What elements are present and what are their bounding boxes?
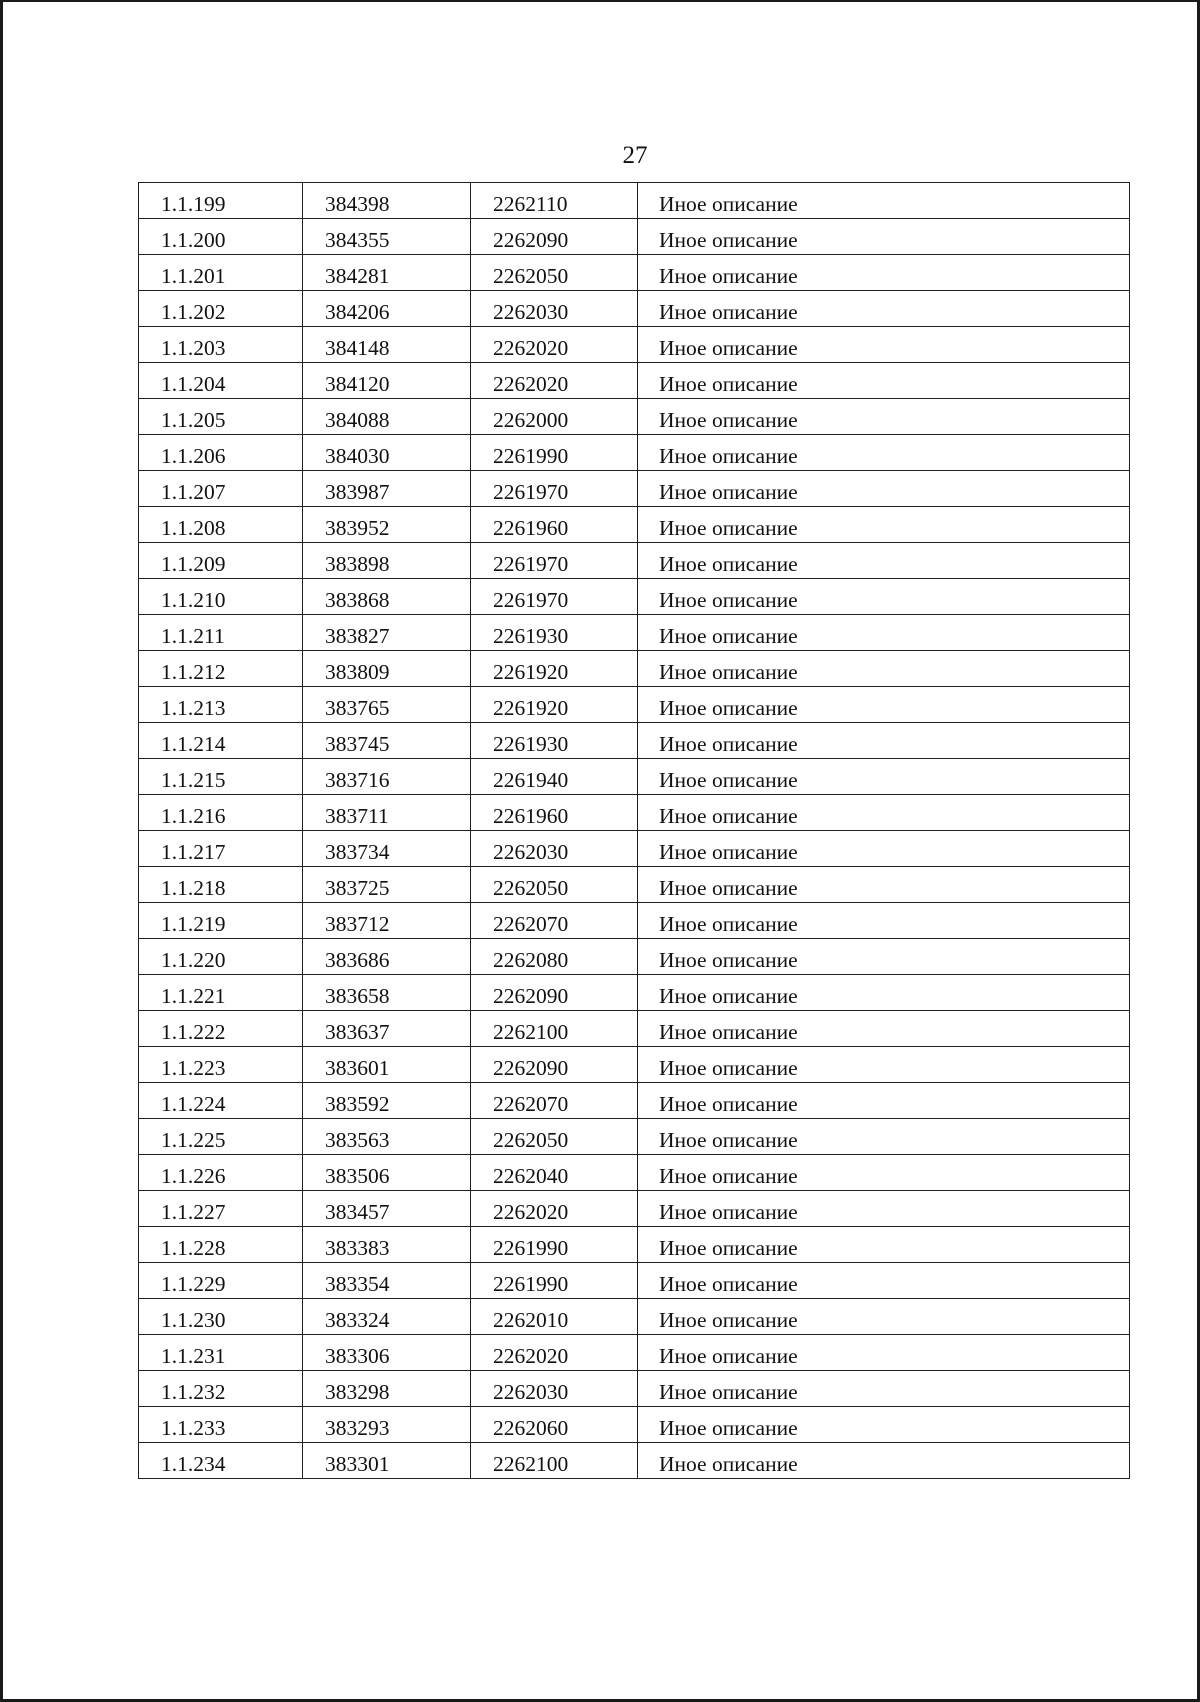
x-coordinate-cell: 383563 <box>303 1119 471 1155</box>
y-coordinate-cell: 2262050 <box>471 255 638 291</box>
x-coordinate-cell: 383298 <box>303 1371 471 1407</box>
table-row <box>139 435 1130 471</box>
y-coordinate-cell: 2262110 <box>471 183 638 219</box>
point-number-cell: 1.1.223 <box>139 1047 303 1083</box>
point-number-cell: 1.1.204 <box>139 363 303 399</box>
x-coordinate-cell: 384398 <box>303 183 471 219</box>
point-number-cell: 1.1.222 <box>139 1011 303 1047</box>
description-cell: Иное описание <box>638 723 1130 759</box>
table-row <box>139 651 1130 687</box>
x-coordinate-cell: 383868 <box>303 579 471 615</box>
description-cell: Иное описание <box>638 687 1130 723</box>
table-row <box>139 327 1130 363</box>
point-number-cell: 1.1.233 <box>139 1407 303 1443</box>
x-coordinate-cell: 383601 <box>303 1047 471 1083</box>
point-number-cell: 1.1.211 <box>139 615 303 651</box>
table-row <box>139 723 1130 759</box>
page-number: 27 <box>622 142 648 169</box>
x-coordinate-cell: 384206 <box>303 291 471 327</box>
y-coordinate-cell: 2261970 <box>471 579 638 615</box>
x-coordinate-cell: 383712 <box>303 903 471 939</box>
x-coordinate-cell: 383457 <box>303 1191 471 1227</box>
description-cell: Иное описание <box>638 255 1130 291</box>
x-coordinate-cell: 383658 <box>303 975 471 1011</box>
point-number-cell: 1.1.228 <box>139 1227 303 1263</box>
y-coordinate-cell: 2261960 <box>471 795 638 831</box>
y-coordinate-cell: 2262020 <box>471 363 638 399</box>
x-coordinate-cell: 383827 <box>303 615 471 651</box>
point-number-cell: 1.1.227 <box>139 1191 303 1227</box>
table-row <box>139 1263 1130 1299</box>
point-number-cell: 1.1.230 <box>139 1299 303 1335</box>
y-coordinate-cell: 2261990 <box>471 1263 638 1299</box>
y-coordinate-cell: 2261990 <box>471 1227 638 1263</box>
y-coordinate-cell: 2262000 <box>471 399 638 435</box>
point-number-cell: 1.1.207 <box>139 471 303 507</box>
table-row <box>139 507 1130 543</box>
y-coordinate-cell: 2262030 <box>471 831 638 867</box>
description-cell: Иное описание <box>638 327 1130 363</box>
description-cell: Иное описание <box>638 183 1130 219</box>
y-coordinate-cell: 2262020 <box>471 327 638 363</box>
description-cell: Иное описание <box>638 1443 1130 1479</box>
point-number-cell: 1.1.215 <box>139 759 303 795</box>
x-coordinate-cell: 383809 <box>303 651 471 687</box>
y-coordinate-cell: 2261920 <box>471 651 638 687</box>
point-number-cell: 1.1.221 <box>139 975 303 1011</box>
x-coordinate-cell: 383301 <box>303 1443 471 1479</box>
table-row <box>139 1227 1130 1263</box>
point-number-cell: 1.1.205 <box>139 399 303 435</box>
x-coordinate-cell: 383354 <box>303 1263 471 1299</box>
description-cell: Иное описание <box>638 1155 1130 1191</box>
point-number-cell: 1.1.210 <box>139 579 303 615</box>
table-row <box>139 687 1130 723</box>
x-coordinate-cell: 383637 <box>303 1011 471 1047</box>
y-coordinate-cell: 2261930 <box>471 723 638 759</box>
table-row <box>139 975 1130 1011</box>
y-coordinate-cell: 2262090 <box>471 1047 638 1083</box>
point-number-cell: 1.1.202 <box>139 291 303 327</box>
y-coordinate-cell: 2261920 <box>471 687 638 723</box>
description-cell: Иное описание <box>638 507 1130 543</box>
point-number-cell: 1.1.203 <box>139 327 303 363</box>
description-cell: Иное описание <box>638 1047 1130 1083</box>
description-cell: Иное описание <box>638 1119 1130 1155</box>
description-cell: Иное описание <box>638 543 1130 579</box>
point-number-cell: 1.1.231 <box>139 1335 303 1371</box>
table-row <box>139 1155 1130 1191</box>
point-number-cell: 1.1.216 <box>139 795 303 831</box>
y-coordinate-cell: 2262100 <box>471 1011 638 1047</box>
table-row <box>139 363 1130 399</box>
table-row <box>139 1119 1130 1155</box>
x-coordinate-cell: 384355 <box>303 219 471 255</box>
point-number-cell: 1.1.220 <box>139 939 303 975</box>
description-cell: Иное описание <box>638 219 1130 255</box>
description-cell: Иное описание <box>638 1263 1130 1299</box>
table-row <box>139 1011 1130 1047</box>
x-coordinate-cell: 383987 <box>303 471 471 507</box>
table-row <box>139 183 1130 219</box>
table-row <box>139 759 1130 795</box>
y-coordinate-cell: 2262070 <box>471 903 638 939</box>
point-number-cell: 1.1.217 <box>139 831 303 867</box>
x-coordinate-cell: 383324 <box>303 1299 471 1335</box>
x-coordinate-cell: 383592 <box>303 1083 471 1119</box>
x-coordinate-cell: 383383 <box>303 1227 471 1263</box>
y-coordinate-cell: 2262090 <box>471 219 638 255</box>
y-coordinate-cell: 2262070 <box>471 1083 638 1119</box>
coordinates-table-body <box>139 183 1130 1479</box>
x-coordinate-cell: 383952 <box>303 507 471 543</box>
description-cell: Иное описание <box>638 1407 1130 1443</box>
y-coordinate-cell: 2261970 <box>471 543 638 579</box>
table-row <box>139 615 1130 651</box>
x-coordinate-cell: 383506 <box>303 1155 471 1191</box>
point-number-cell: 1.1.214 <box>139 723 303 759</box>
point-number-cell: 1.1.218 <box>139 867 303 903</box>
description-cell: Иное описание <box>638 435 1130 471</box>
x-coordinate-cell: 383898 <box>303 543 471 579</box>
x-coordinate-cell: 384148 <box>303 327 471 363</box>
y-coordinate-cell: 2262020 <box>471 1191 638 1227</box>
table-row <box>139 831 1130 867</box>
point-number-cell: 1.1.209 <box>139 543 303 579</box>
description-cell: Иное описание <box>638 939 1130 975</box>
point-number-cell: 1.1.201 <box>139 255 303 291</box>
point-number-cell: 1.1.225 <box>139 1119 303 1155</box>
x-coordinate-cell: 384088 <box>303 399 471 435</box>
point-number-cell: 1.1.229 <box>139 1263 303 1299</box>
x-coordinate-cell: 384030 <box>303 435 471 471</box>
description-cell: Иное описание <box>638 903 1130 939</box>
table-row <box>139 1191 1130 1227</box>
description-cell: Иное описание <box>638 1299 1130 1335</box>
y-coordinate-cell: 2262090 <box>471 975 638 1011</box>
point-number-cell: 1.1.213 <box>139 687 303 723</box>
table-row <box>139 1407 1130 1443</box>
description-cell: Иное описание <box>638 615 1130 651</box>
x-coordinate-cell: 383765 <box>303 687 471 723</box>
y-coordinate-cell: 2262030 <box>471 291 638 327</box>
table-row <box>139 1371 1130 1407</box>
x-coordinate-cell: 383686 <box>303 939 471 975</box>
point-number-cell: 1.1.208 <box>139 507 303 543</box>
y-coordinate-cell: 2262010 <box>471 1299 638 1335</box>
table-row <box>139 471 1130 507</box>
x-coordinate-cell: 383306 <box>303 1335 471 1371</box>
description-cell: Иное описание <box>638 1371 1130 1407</box>
description-cell: Иное описание <box>638 1011 1130 1047</box>
description-cell: Иное описание <box>638 759 1130 795</box>
y-coordinate-cell: 2261990 <box>471 435 638 471</box>
table-row <box>139 543 1130 579</box>
y-coordinate-cell: 2262050 <box>471 867 638 903</box>
y-coordinate-cell: 2262040 <box>471 1155 638 1191</box>
description-cell: Иное описание <box>638 651 1130 687</box>
coordinates-table <box>138 182 1130 1479</box>
x-coordinate-cell: 384120 <box>303 363 471 399</box>
y-coordinate-cell: 2262050 <box>471 1119 638 1155</box>
point-number-cell: 1.1.224 <box>139 1083 303 1119</box>
point-number-cell: 1.1.212 <box>139 651 303 687</box>
table-row <box>139 1299 1130 1335</box>
table-row <box>139 255 1130 291</box>
description-cell: Иное описание <box>638 1191 1130 1227</box>
point-number-cell: 1.1.206 <box>139 435 303 471</box>
point-number-cell: 1.1.234 <box>139 1443 303 1479</box>
description-cell: Иное описание <box>638 1083 1130 1119</box>
description-cell: Иное описание <box>638 1227 1130 1263</box>
table-row <box>139 1335 1130 1371</box>
description-cell: Иное описание <box>638 363 1130 399</box>
x-coordinate-cell: 383716 <box>303 759 471 795</box>
y-coordinate-cell: 2262020 <box>471 1335 638 1371</box>
point-number-cell: 1.1.200 <box>139 219 303 255</box>
description-cell: Иное описание <box>638 831 1130 867</box>
table-row <box>139 291 1130 327</box>
point-number-cell: 1.1.226 <box>139 1155 303 1191</box>
table-row <box>139 1083 1130 1119</box>
y-coordinate-cell: 2261960 <box>471 507 638 543</box>
table-row <box>139 579 1130 615</box>
y-coordinate-cell: 2262080 <box>471 939 638 975</box>
y-coordinate-cell: 2261940 <box>471 759 638 795</box>
description-cell: Иное описание <box>638 471 1130 507</box>
table-row <box>139 903 1130 939</box>
description-cell: Иное описание <box>638 579 1130 615</box>
x-coordinate-cell: 383711 <box>303 795 471 831</box>
x-coordinate-cell: 383725 <box>303 867 471 903</box>
x-coordinate-cell: 384281 <box>303 255 471 291</box>
point-number-cell: 1.1.199 <box>139 183 303 219</box>
table-row <box>139 1443 1130 1479</box>
description-cell: Иное описание <box>638 1335 1130 1371</box>
y-coordinate-cell: 2262030 <box>471 1371 638 1407</box>
description-cell: Иное описание <box>638 867 1130 903</box>
table-row <box>139 795 1130 831</box>
description-cell: Иное описание <box>638 975 1130 1011</box>
point-number-cell: 1.1.219 <box>139 903 303 939</box>
description-cell: Иное описание <box>638 291 1130 327</box>
table-row <box>139 1047 1130 1083</box>
x-coordinate-cell: 383745 <box>303 723 471 759</box>
x-coordinate-cell: 383734 <box>303 831 471 867</box>
description-cell: Иное описание <box>638 399 1130 435</box>
y-coordinate-cell: 2262060 <box>471 1407 638 1443</box>
y-coordinate-cell: 2262100 <box>471 1443 638 1479</box>
y-coordinate-cell: 2261970 <box>471 471 638 507</box>
y-coordinate-cell: 2261930 <box>471 615 638 651</box>
point-number-cell: 1.1.232 <box>139 1371 303 1407</box>
description-cell: Иное описание <box>638 795 1130 831</box>
table-row <box>139 939 1130 975</box>
table-row <box>139 867 1130 903</box>
table-row <box>139 399 1130 435</box>
x-coordinate-cell: 383293 <box>303 1407 471 1443</box>
table-row <box>139 219 1130 255</box>
